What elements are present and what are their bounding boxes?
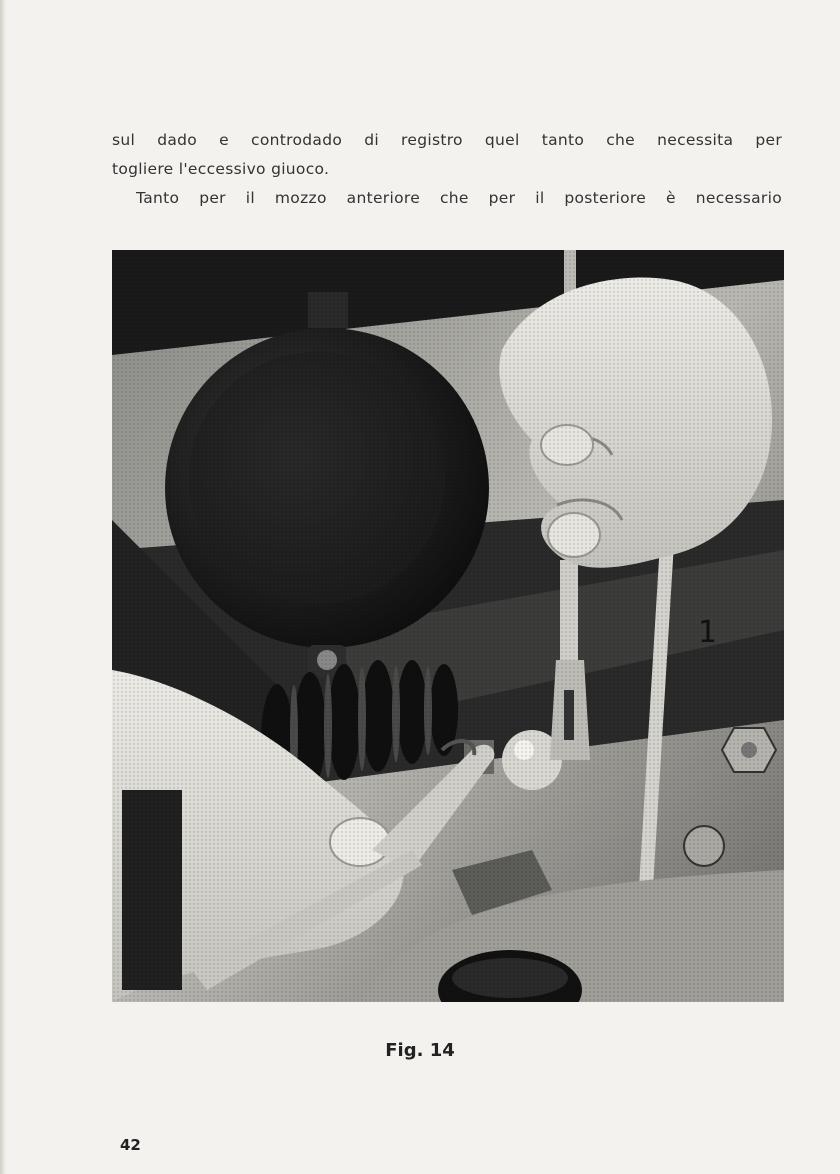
hub-adjustment-illustration: [112, 250, 784, 1002]
text-line-1: sul dado e controdado di registro quel tanto che necessita per: [112, 131, 782, 149]
body-text: [112, 126, 782, 213]
page-number: 42: [120, 1136, 141, 1154]
figure-14-photo: [112, 250, 784, 1002]
text-line-2: togliere l'eccessivo giuoco.: [112, 160, 330, 178]
page-edge-shadow: [0, 0, 6, 1174]
text-line-3: Tanto per il mozzo anteriore che per il posteriore è necessario: [136, 189, 782, 207]
figure-caption: Fig. 14: [385, 1040, 455, 1061]
